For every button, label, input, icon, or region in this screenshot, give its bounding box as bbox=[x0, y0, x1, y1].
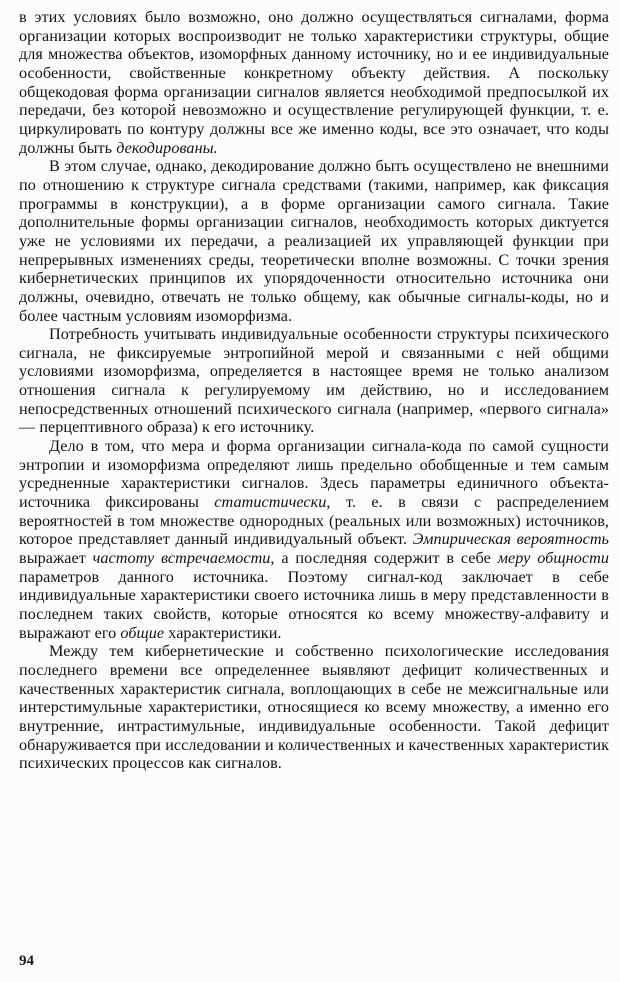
body-text bbox=[19, 8, 609, 773]
text-run: в этих условиях было возможно, оно должно осуществляться сигналами, форма организации которых воспроизводит не только характеристики структуры, общие для множества объектов, изоморфных данному источнику, но и ее индивидуальные особенности, свойственные конкретному объекту действия. А поскольку общекодовая форма организации сигналов является необходимой предпосылкой их передачи, без которой невозможно и осуществление регулирующей функции, т. е. циркулировать по контуру должны все же именно коды, все это означает, что коды должны быть bbox=[19, 8, 609, 157]
text-run: Дело в том, что мера и форма организации сигнала-кода по самой сущности энтропии и изоморфизма определяют лишь предельно обобщенные и тем самым усредненные характеристики сигналов. Здесь параметры единичного объекта-источника фиксированы bbox=[19, 437, 609, 512]
page-number: 94 bbox=[19, 953, 34, 969]
paragraph bbox=[19, 157, 609, 325]
paragraph bbox=[19, 8, 609, 157]
text-run: параметров данного источника. Поэтому сигнал-код заключает в себе индивидуальные характеристики своего источника лишь в меру представленности в последнем таких свойств, которые относятся ко всему множеству-алфавиту и выражают его bbox=[19, 567, 609, 642]
text-run: характеристики. bbox=[164, 623, 282, 642]
paragraph bbox=[19, 437, 609, 642]
emphasized-text: меру общности bbox=[497, 549, 609, 568]
emphasized-text: декодированы. bbox=[116, 138, 218, 157]
paragraph bbox=[19, 642, 609, 773]
paragraph bbox=[19, 325, 609, 437]
text-run: , т. е. в связи с распределением вероятностей в том множестве однородных (реальных или возможных) источников, которое представляет данный индивидуальный объект. bbox=[19, 493, 609, 549]
text-run: , а последняя содержит в себе bbox=[270, 549, 498, 568]
emphasized-text: Эмпирическая вероятность bbox=[412, 530, 609, 549]
emphasized-text: частоту встречаемости bbox=[92, 549, 271, 568]
text-run: Потребность учитывать индивидуальные особенности структуры психического сигнала, не фиксируемые энтропийной мерой и связанными с ней общими условиями изоморфизма, определяется в настоящее время не только анализом отношения сигнала к регулируемому им действию, но и исследованием непосредственных отношений психического сигнала (например, «первого сигнала» — перцептивного образа) к его источнику. bbox=[19, 325, 609, 437]
text-run: выражает bbox=[19, 549, 93, 568]
text-run: В этом случае, однако, декодирование должно быть осуществлено не внешними по отношению к структуре сигнала средствами (такими, например, как фиксация программы в конструкции), а в форме организации самого сигнала. Такие дополнительные формы организации сигналов, необходимость которых диктуется уже не условиями их передачи, а реализацией их управляющей функции при непрерывных изменениях среды, теоретически вполне возможны. С точки зрения кибернетических принципов их упорядоченности относительно источника они должны, очевидно, отвечать не только общему, как обычные сигналы-коды, но и более частным условиям изоморфизма. bbox=[19, 157, 609, 325]
text-run: Между тем кибернетические и собственно психологические исследования последнего времени все определеннее выявляют дефицит количественных и качественных характеристик сигнала, воплощающих в себе не межсигнальные или интерстимульные характеристики, относящиеся ко всему множеству, а именно его внутренние, интрастимульные, индивидуальные особенности. Такой дефицит обнаруживается при исследовании и количественных и качественных характеристик психических процессов как сигналов. bbox=[19, 642, 609, 773]
emphasized-text: общие bbox=[120, 623, 165, 642]
emphasized-text: статистически bbox=[214, 493, 327, 512]
